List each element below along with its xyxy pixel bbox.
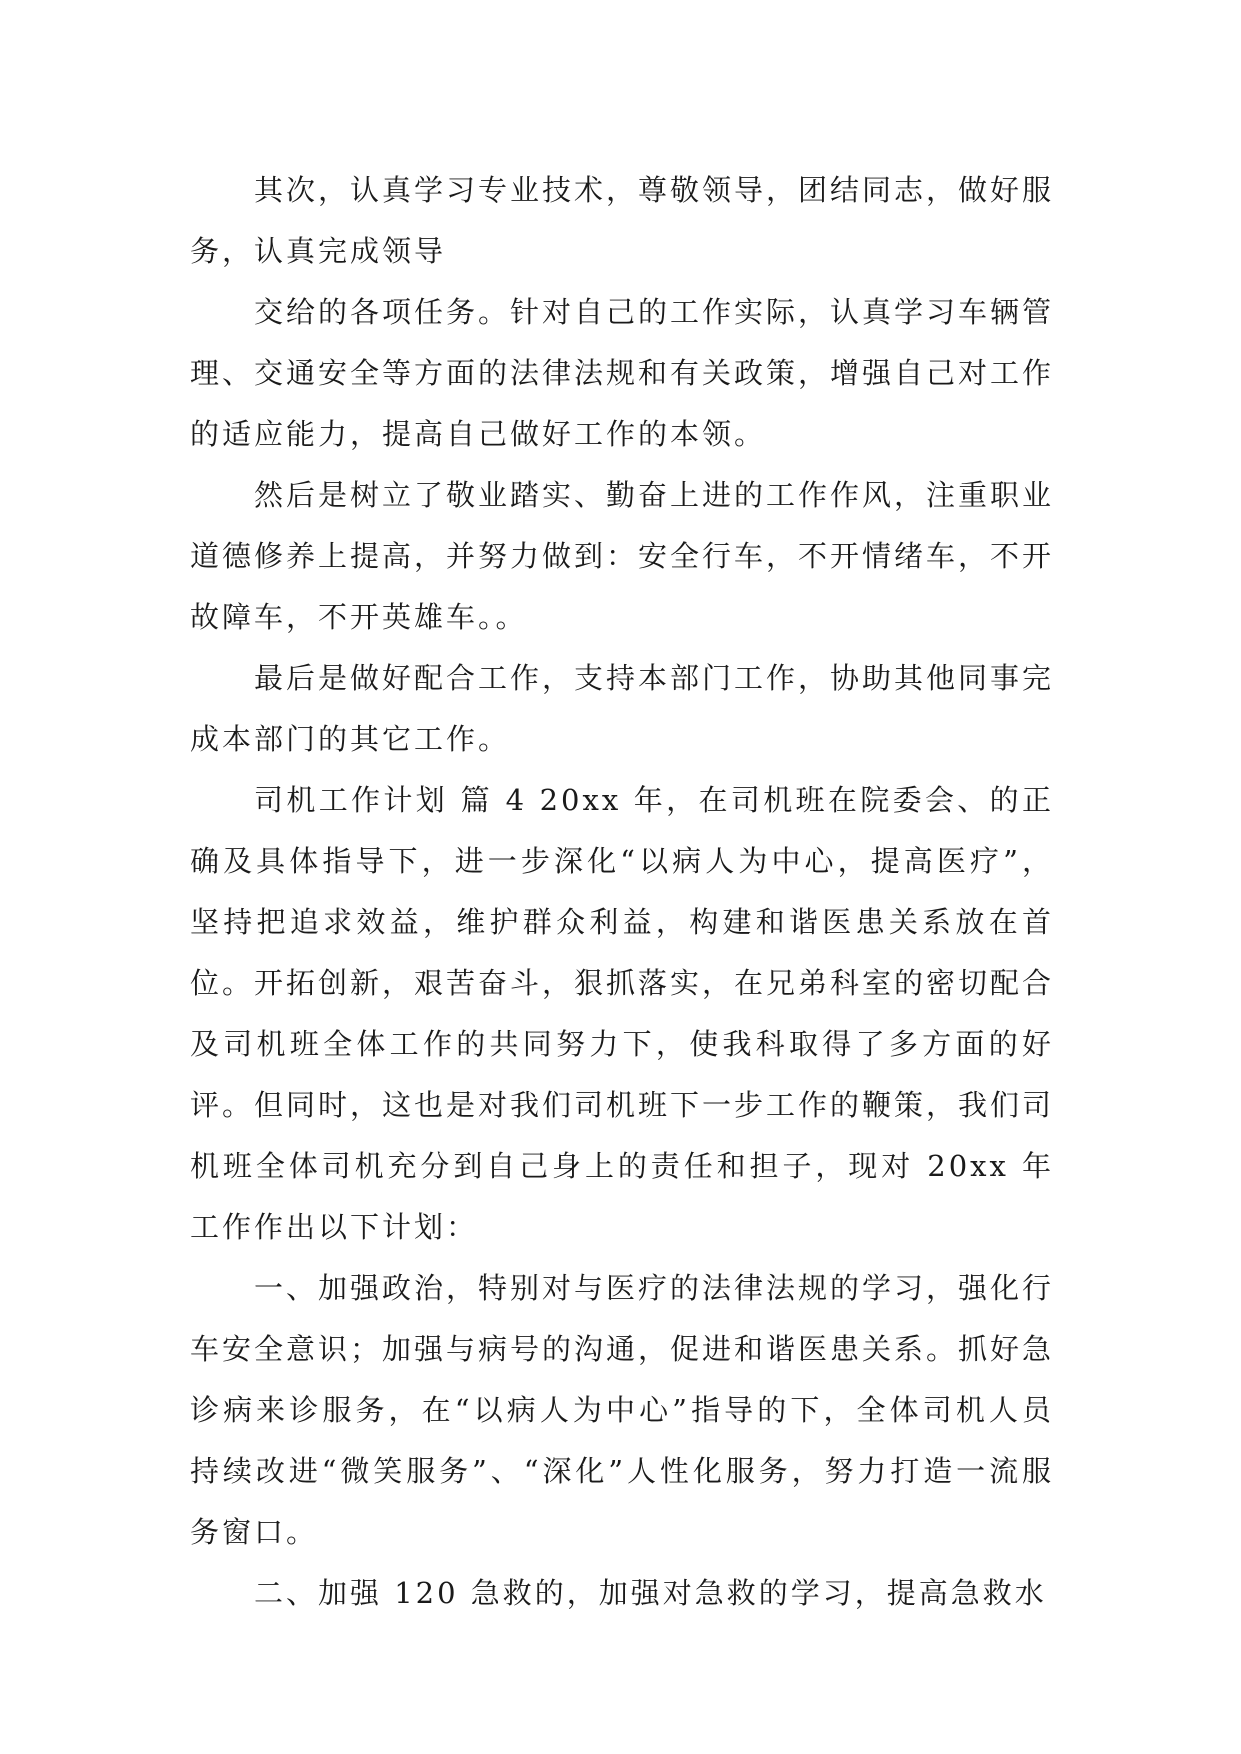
paragraph-1: 其次，认真学习专业技术，尊敬领导，团结同志，做好服务，认真完成领导 [190,173,1055,268]
paragraph-3: 然后是树立了敬业踏实、勤奋上进的工作作风，注重职业道德修养上提高，并努力做到：安全行车，不开情绪车，不开故障车，不开英雄车。。 [190,478,1055,634]
document-body [190,160,1054,1624]
paragraph-7: 二、加强 120 急救的，加强对急救的学习，提高急救水 [254,1576,1047,1610]
paragraph-5: 司机工作计划 篇 4 20xx 年，在司机班在院委会、的正确及具体指导下，进一步深化“以病人为中心，提高医疗”，坚持把追求效益，维护群众利益，构建和谐医患关系放在首位。开拓创新，艰苦奋斗，狠抓落实，在兄弟科室的密切配合及司机班全体工作的共同努力下，使我科取得了多方面的好评。但同时，这也是对我们司机班下一步工作的鞭策，我们司机班全体司机充分到自己身上的责任和担子，现对 20xx 年工作作出以下计划： [190,783,1055,1244]
paragraph-4: 最后是做好配合工作，支持本部门工作，协助其他同事完成本部门的其它工作。 [190,661,1055,756]
paragraph-6: 一、加强政治，特别对与医疗的法律法规的学习，强化行车安全意识；加强与病号的沟通，促进和谐医患关系。抓好急诊病来诊服务，在“以病人为中心”指导的下，全体司机人员持续改进“微笑服务”、“深化”人性化服务，努力打造一流服务窗口。 [190,1271,1055,1549]
paragraph-2: 交给的各项任务。针对自己的工作实际，认真学习车辆管理、交通安全等方面的法律法规和有关政策，增强自己对工作的适应能力，提高自己做好工作的本领。 [190,295,1055,451]
